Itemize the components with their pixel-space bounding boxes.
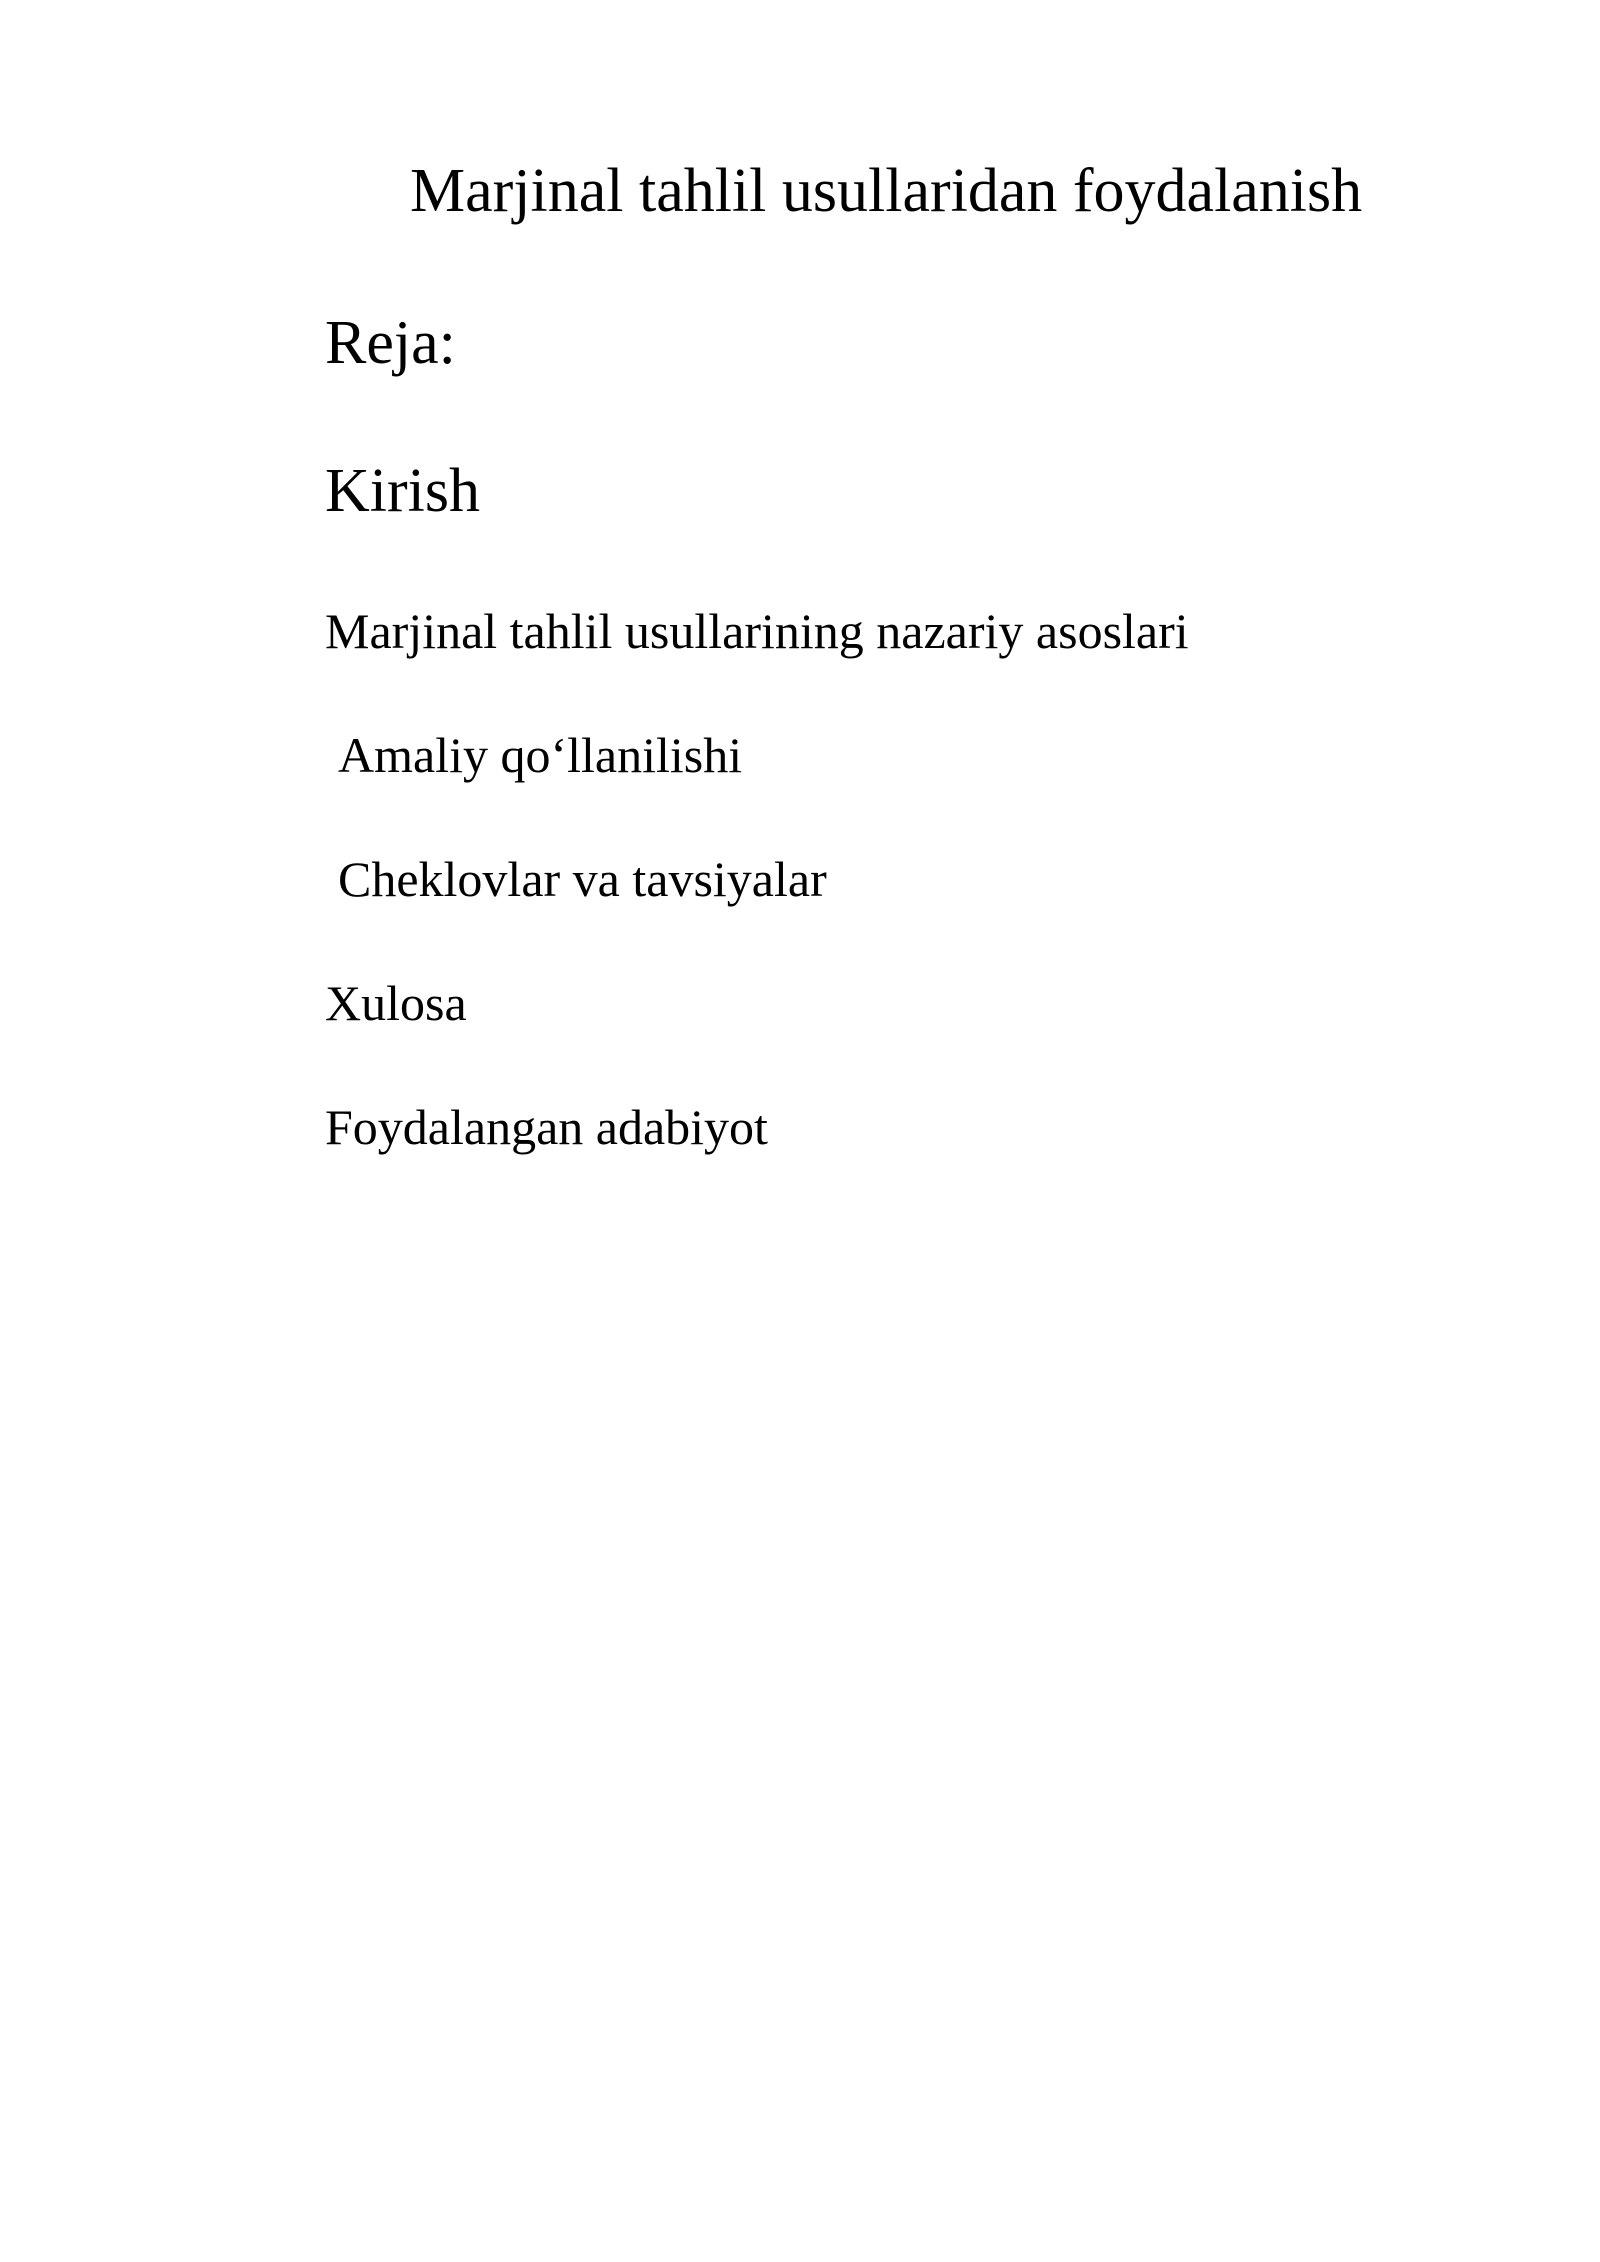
plan-item-theory: Marjinal tahlil usullarining nazariy asoslari (325, 603, 1189, 659)
document-title: Marjinal tahlil usullaridan foydalanish (410, 157, 1363, 225)
intro-heading: Kirish (325, 457, 480, 525)
plan-heading: Reja: (325, 309, 456, 377)
plan-item-conclusion: Xulosa (325, 975, 467, 1031)
plan-item-references: Foydalangan adabiyot (325, 1099, 768, 1155)
plan-item-limitations: Cheklovlar va tavsiyalar (338, 851, 827, 907)
plan-item-practice: Amaliy qo‘llanilishi (338, 727, 743, 783)
